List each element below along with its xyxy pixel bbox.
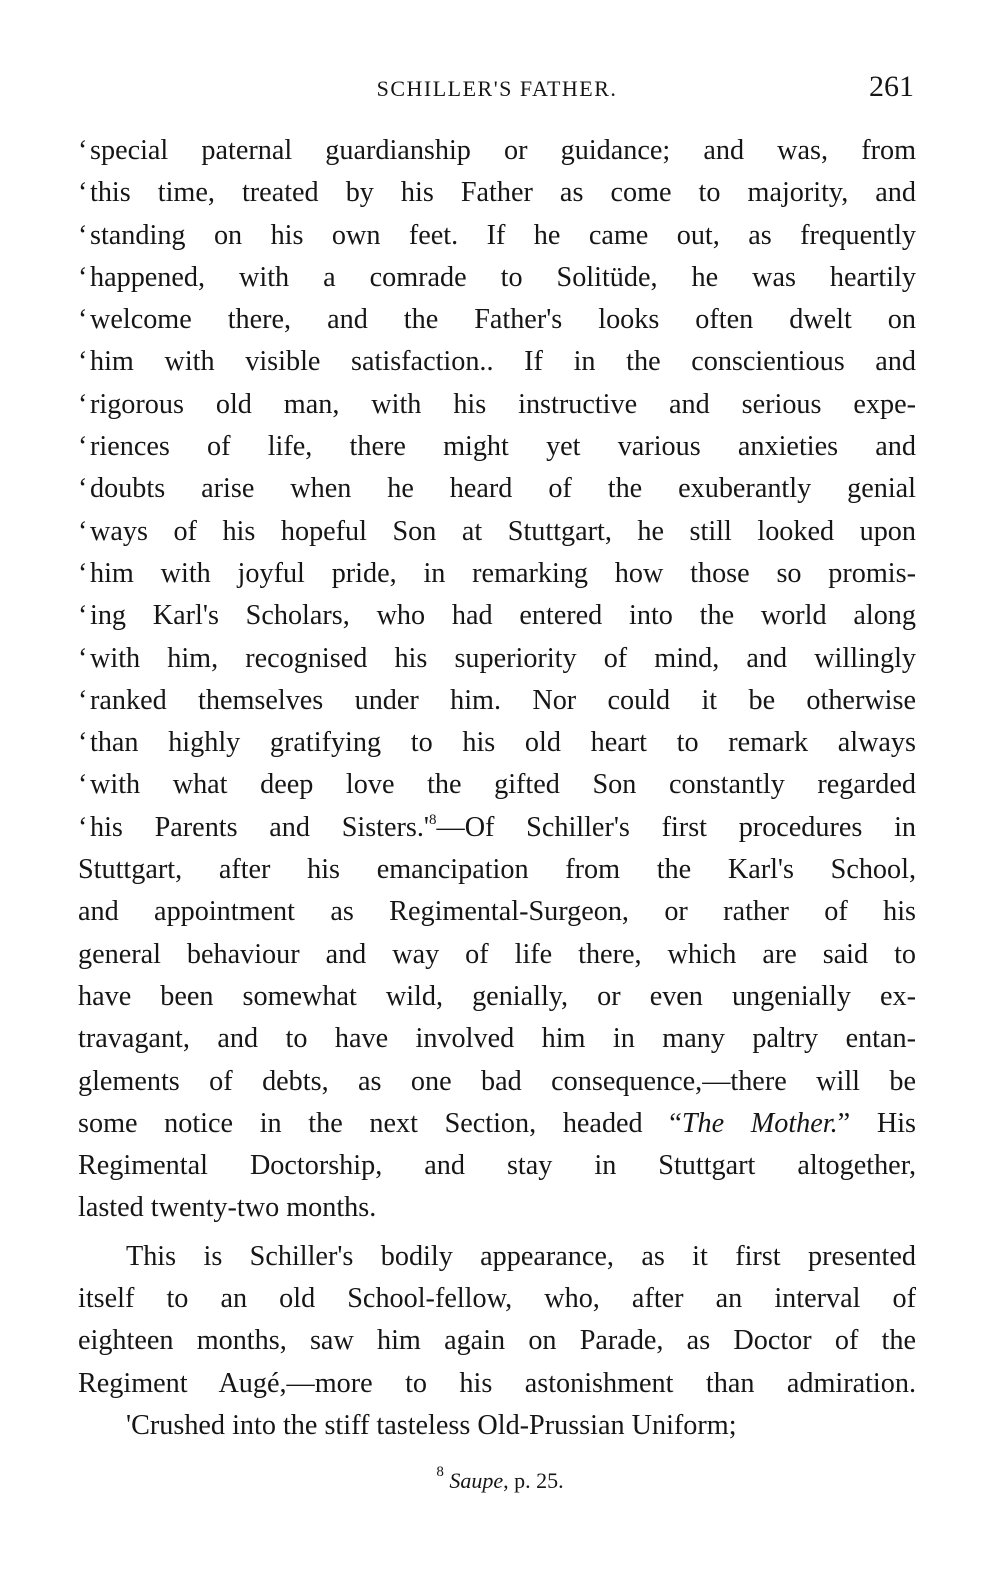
text-line [78, 384, 916, 426]
text-line [78, 976, 916, 1018]
quote-mark: ‘ [78, 473, 88, 505]
line-text: lasted twenty-two months. [78, 1192, 377, 1224]
line-text: eighteen months, saw him again on Parade, as Doctor of the [78, 1325, 916, 1357]
line-text: standing on his own feet. If he came out, as frequently [90, 219, 916, 251]
quote-mark: ‘ [78, 431, 88, 463]
line-text: happened, with a comrade to Solitüde, he was heartily [90, 261, 916, 293]
text-line [78, 215, 916, 257]
line-text: Regiment Augé,—more to his astonishment than admiration. [78, 1367, 916, 1399]
quote-mark: ‘ [78, 811, 88, 843]
quote-mark: ‘ [78, 684, 88, 716]
text-line [78, 299, 916, 341]
body-text [78, 130, 916, 1447]
quote-mark: ‘ [78, 304, 88, 336]
text-line [78, 257, 916, 299]
text-line [78, 722, 916, 764]
line-text: ranked themselves under him. Nor could it be otherwise [90, 684, 916, 716]
line-text: glements of debts, as one bad consequence,—there will be [78, 1065, 916, 1097]
line-text: rigorous old man, with his instructive and serious expe- [90, 388, 916, 420]
text-line [78, 1103, 916, 1145]
line-text: ways of his hopeful Son at Stuttgart, he still looked upon [90, 515, 916, 547]
section-title: The Mother. [681, 1107, 838, 1139]
text-line [78, 1278, 916, 1320]
line-text: welcome there, and the Father's looks often dwelt on [90, 304, 916, 336]
line-text: itself to an old School-fellow, who, after an interval of [78, 1283, 916, 1315]
quote-mark: ‘ [78, 557, 88, 589]
quote-mark: ‘ [78, 177, 88, 209]
line-text: him with joyful pride, in remarking how those so promis- [90, 557, 916, 589]
line-text: Regimental Doctorship, and stay in Stuttgart altogether, [78, 1150, 916, 1182]
paragraph-end [78, 1145, 916, 1230]
footnote-ref: 8 [429, 811, 437, 828]
quote-mark: ‘ [78, 727, 88, 759]
line-text: have been somewhat wild, genially, or even ungenially ex- [78, 980, 916, 1012]
paragraph [78, 849, 916, 1103]
line-text: with him, recognised his superiority of mind, and willingly [90, 642, 916, 674]
quote-mark: ‘ [78, 600, 88, 632]
line-text: ing Karl's Scholars, who had entered into the world along [90, 600, 916, 632]
text-line [78, 130, 916, 172]
text-line [78, 680, 916, 722]
quote-mark: ‘ [78, 388, 88, 420]
text-line [78, 468, 916, 510]
line-text: travagant, and to have involved him in many paltry entan- [78, 1023, 916, 1055]
quote-mark: ‘ [78, 135, 88, 166]
text-line: 'Crushed into the stiff tasteless Old-Prussian Uniform; [126, 1409, 737, 1441]
quote-mark: ‘ [78, 261, 88, 293]
line-text: riences of life, there might yet various anxieties and [90, 431, 916, 463]
text-line [78, 764, 916, 806]
text-line [78, 807, 916, 849]
quote-mark: ‘ [78, 346, 88, 378]
text-line [78, 341, 916, 383]
footnote-page: , p. 25. [503, 1468, 564, 1493]
text-line [78, 511, 916, 553]
page-header [78, 70, 916, 110]
quote-mark: ‘ [78, 769, 88, 801]
line-text: doubts arise when he heard of the exuberantly genial [90, 473, 916, 505]
line-text: him with visible satisfaction.. If in the conscientious and [90, 346, 916, 378]
text-segment: —Of Schiller's first procedures in [436, 811, 916, 843]
text-line [78, 1061, 916, 1103]
text-line [78, 172, 916, 214]
text-segment: some notice in the next Section, headed “ [78, 1107, 682, 1139]
text-line [78, 426, 916, 468]
line-text: than highly gratifying to his old heart to remark always [90, 727, 916, 759]
text-line [78, 1363, 916, 1405]
paragraph [78, 1236, 916, 1405]
text-line [78, 1236, 916, 1278]
running-title: SCHILLER'S FATHER. [376, 76, 618, 101]
quote-mark: ‘ [78, 515, 88, 547]
line-text: and appointment as Regimental-Surgeon, or rather of his [78, 896, 916, 928]
text-line [78, 934, 916, 976]
line-text: this time, treated by his Father as come to majority, and [90, 177, 916, 209]
text-line [78, 595, 916, 637]
quoted-passage [78, 130, 916, 807]
text-line [78, 891, 916, 933]
quote-mark: ‘ [78, 219, 88, 251]
line-text: general behaviour and way of life there, which are said to [78, 938, 916, 970]
line-text: Stuttgart, after his emancipation from the Karl's School, [78, 854, 916, 886]
line-text: with what deep love the gifted Son constantly regarded [90, 769, 916, 801]
text-line [78, 849, 916, 891]
text-segment: his Parents and Sisters.' [90, 811, 430, 843]
line-text: special paternal guardianship or guidance; and was, from [90, 135, 916, 166]
text-line [78, 638, 916, 680]
text-line [78, 1187, 916, 1229]
text-line [78, 1145, 916, 1187]
footnote [0, 1464, 1000, 1494]
text-line [78, 1320, 916, 1362]
footnote-source: Saupe [449, 1468, 504, 1493]
text-segment: ” His [837, 1107, 917, 1139]
footnote-marker: 8 [436, 1464, 444, 1480]
text-line [78, 1018, 916, 1060]
text-line [78, 553, 916, 595]
line-text: This is Schiller's bodily appearance, as it first presented [126, 1240, 916, 1272]
quote-mark: ‘ [78, 642, 88, 674]
page-number: 261 [869, 70, 914, 103]
